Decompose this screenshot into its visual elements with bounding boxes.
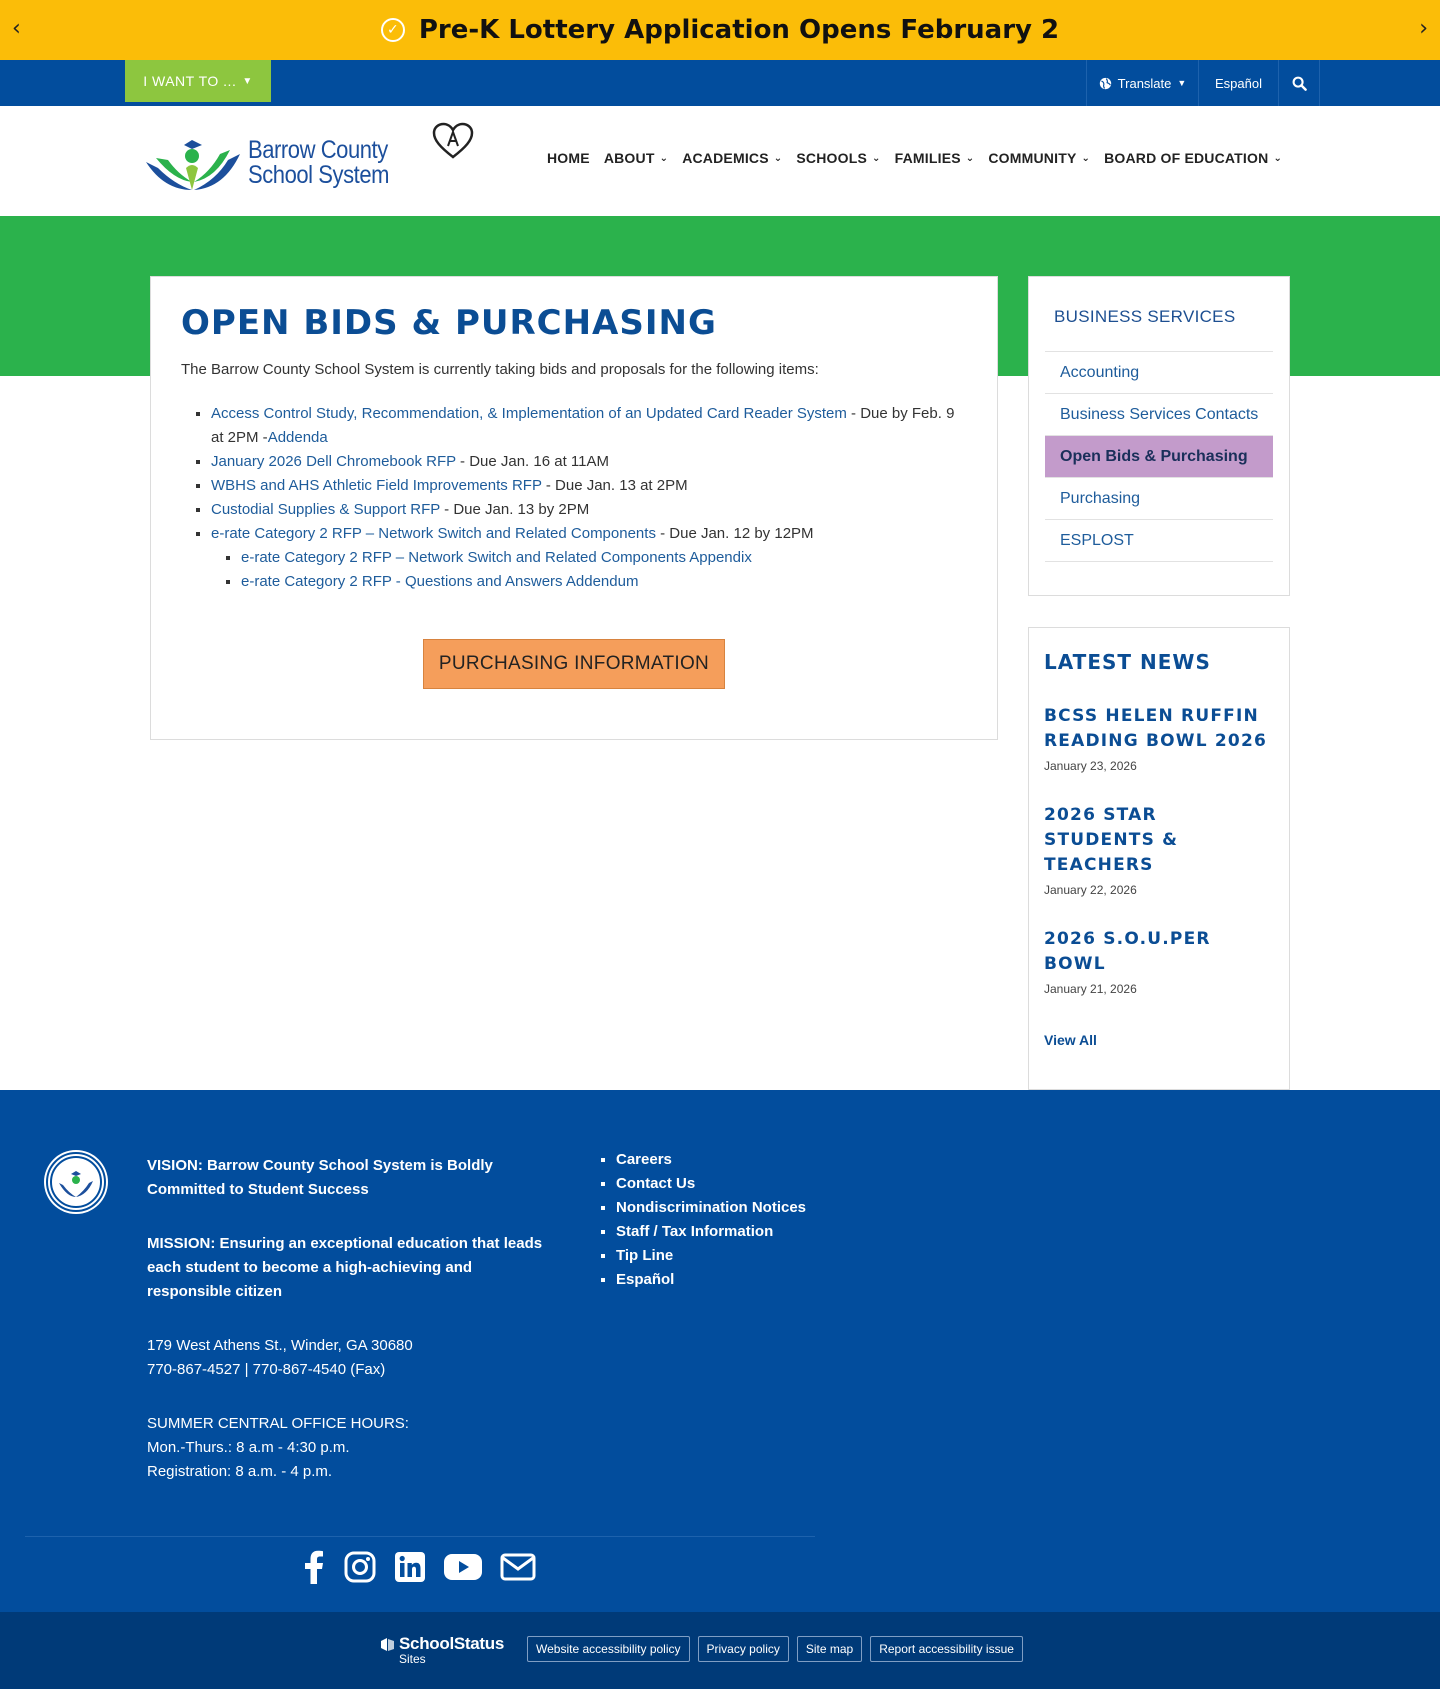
caret-down-icon: ▼: [1177, 78, 1187, 88]
list-item: [211, 474, 967, 498]
search-icon: [1292, 76, 1307, 91]
footer-link-staff-tax[interactable]: ▪ Staff / Tax Information: [616, 1220, 806, 1244]
bid-link[interactable]: Custodial Supplies & Support RFP: [211, 501, 441, 518]
social-links: [300, 1550, 536, 1584]
news-item: [1044, 803, 1274, 897]
footer-phone: 770-867-4527 | 770-867-4540 (Fax): [147, 1361, 386, 1378]
intro-text: The Barrow County School System is currently taking bids and proposals for the following items:: [181, 361, 819, 378]
footer-link-careers[interactable]: ▪ Careers: [616, 1148, 806, 1172]
news-item: [1044, 927, 1274, 996]
main-nav: [547, 150, 1296, 166]
alert-banner: [0, 0, 1440, 60]
logo-line-1: Barrow County: [248, 136, 388, 164]
purchasing-information-button[interactable]: PURCHASING INFORMATION: [423, 639, 725, 689]
logo-wordmark: [248, 138, 408, 188]
footer-hours-title: SUMMER CENTRAL OFFICE HOURS:: [147, 1415, 409, 1432]
bottom-links: [527, 1636, 1023, 1662]
heart-badge-icon[interactable]: [432, 122, 474, 165]
footer-link-nondiscrimination[interactable]: ▪ Nondiscrimination Notices: [616, 1196, 806, 1220]
bid-link[interactable]: e-rate Category 2 RFP – Network Switch and Related Components: [211, 525, 656, 542]
logo-emblem-icon: [144, 132, 242, 194]
bottom-bar: [0, 1612, 1440, 1689]
chevron-down-icon: ⌄: [1081, 152, 1091, 164]
news-date: January 22, 2026: [1044, 883, 1137, 897]
chevron-right-icon[interactable]: ›: [1419, 16, 1428, 41]
chevron-down-icon: ⌄: [872, 152, 881, 164]
sidebar-title[interactable]: BUSINESS SERVICES: [1054, 307, 1236, 326]
sidebar-item-accounting[interactable]: Accounting: [1045, 352, 1273, 394]
list-item: [211, 498, 967, 522]
sidebar-business-services: [1028, 276, 1290, 596]
bid-due: - Due Jan. 12 by 12PM: [655, 525, 814, 542]
nav-label: BOARD OF EDUCATION: [1104, 150, 1269, 166]
footer-link-tip-line[interactable]: ▪ Tip Line: [616, 1244, 806, 1268]
nav-home[interactable]: [547, 150, 590, 166]
nav-label: HOME: [547, 150, 590, 166]
bid-due: - Due Jan. 13 at 2PM: [541, 477, 688, 494]
footer-links: [600, 1148, 806, 1292]
list-item: [241, 546, 967, 570]
footer-link-espanol[interactable]: ▪ Español: [616, 1268, 806, 1292]
list-item: [211, 450, 967, 474]
instagram-icon[interactable]: [344, 1551, 376, 1583]
logo-line-2: School System: [248, 161, 390, 189]
nav-label: FAMILIES: [894, 150, 961, 166]
schoolstatus-logo[interactable]: [380, 1634, 504, 1666]
i-want-to-button[interactable]: [125, 60, 271, 102]
utility-bar: [0, 60, 1440, 106]
chevron-down-icon: ⌄: [773, 152, 783, 164]
schoolstatus-mark-icon: [380, 1637, 395, 1652]
i-want-to-label: I WANT TO ...: [143, 73, 237, 89]
page-title: OPEN BIDS & PURCHASING: [181, 303, 717, 343]
bid-link[interactable]: Access Control Study, Recommendation, & Implementation of an Updated Card Reader System: [211, 405, 847, 422]
nav-academics[interactable]: [682, 150, 782, 166]
footer-link-contact-us[interactable]: ▪ Contact Us: [616, 1172, 806, 1196]
footer-logo: [46, 1152, 106, 1212]
translate-button[interactable]: [1086, 60, 1198, 106]
schoolstatus-sub: Sites: [399, 1652, 426, 1666]
espanol-link[interactable]: [1198, 60, 1278, 106]
youtube-icon[interactable]: [444, 1553, 482, 1581]
news-date: January 23, 2026: [1044, 759, 1137, 773]
news-title[interactable]: BCSS HELEN RUFFIN READING BOWL 2026: [1044, 706, 1268, 751]
footer-hours-2: Registration: 8 a.m. - 4 p.m.: [147, 1463, 333, 1480]
globe-icon: [1099, 77, 1112, 90]
nav-label: ABOUT: [603, 150, 655, 166]
utility-right: [1086, 60, 1320, 106]
sidebar-item-esplost[interactable]: ESPLOST: [1045, 520, 1273, 562]
chevron-down-icon: ⌄: [659, 152, 669, 164]
nav-label: COMMUNITY: [988, 150, 1077, 166]
list-item: [211, 522, 967, 594]
report-accessibility-link[interactable]: Report accessibility issue: [870, 1636, 1023, 1662]
sub-bids-list: [241, 546, 967, 594]
footer-divider: [25, 1536, 815, 1537]
site-header: [0, 106, 1440, 216]
site-footer: [0, 1090, 1440, 1612]
schoolstatus-name: [380, 1634, 504, 1654]
bid-link[interactable]: January 2026 Dell Chromebook RFP: [211, 453, 456, 470]
list-item: [211, 402, 967, 450]
nav-community[interactable]: [988, 150, 1090, 166]
bids-list: [211, 402, 967, 594]
latest-news: [1028, 627, 1290, 1090]
footer-hours-1: Mon.-Thurs.: 8 a.m - 4:30 p.m.: [147, 1439, 350, 1456]
email-icon[interactable]: [500, 1553, 536, 1581]
sub-bid-link[interactable]: e-rate Category 2 RFP - Questions and Answers Addendum: [241, 573, 639, 590]
alert-message[interactable]: [381, 15, 1059, 45]
nav-families[interactable]: [895, 150, 975, 166]
news-item: [1044, 704, 1274, 773]
translate-label: Translate: [1117, 75, 1172, 91]
chevron-down-icon: ⌄: [1273, 152, 1283, 164]
bid-due: - Due by Feb. 9 at 2PM -: [211, 405, 955, 446]
news-heading: LATEST NEWS: [1044, 650, 1211, 674]
bid-due: - Due Jan. 13 by 2PM: [440, 501, 590, 518]
nav-label: SCHOOLS: [796, 150, 868, 166]
news-date: January 21, 2026: [1044, 982, 1137, 996]
main-content-card: [150, 276, 998, 740]
alert-text[interactable]: Pre-K Lottery Application Opens February 2: [418, 15, 1060, 45]
facebook-icon[interactable]: [300, 1550, 326, 1584]
nav-board-of-education[interactable]: [1104, 150, 1282, 166]
chevron-down-icon: ⌄: [965, 152, 975, 164]
sub-bid-link[interactable]: e-rate Category 2 RFP – Network Switch and Related Components Appendix: [241, 549, 752, 566]
district-logo[interactable]: [144, 132, 408, 194]
caret-down-icon: ▼: [242, 75, 253, 87]
addenda-link[interactable]: Addenda: [267, 429, 328, 446]
footer-vision: VISION: Barrow County School System is Boldly Committed to Student Success: [147, 1157, 493, 1198]
accessibility-policy-link[interactable]: Website accessibility policy: [527, 1636, 690, 1662]
linkedin-icon[interactable]: [394, 1551, 426, 1583]
list-item: [241, 570, 967, 594]
nav-label: ACADEMICS: [682, 150, 769, 166]
search-button[interactable]: [1278, 60, 1320, 106]
espanol-label: Español: [1215, 75, 1262, 91]
news-title[interactable]: 2026 STAR STUDENTS & TEACHERS: [1044, 805, 1179, 875]
footer-info: [147, 1154, 547, 1484]
view-all-link[interactable]: View All: [1044, 1032, 1097, 1048]
nav-schools[interactable]: [796, 150, 880, 166]
sidebar-list: [1045, 351, 1273, 562]
chevron-left-icon[interactable]: ‹: [12, 16, 21, 41]
check-circle-icon: ✓: [381, 18, 405, 42]
nav-about[interactable]: [604, 150, 668, 166]
news-title[interactable]: 2026 S.O.U.PER BOWL: [1044, 929, 1211, 974]
sidebar-item-open-bids[interactable]: Open Bids & Purchasing: [1045, 436, 1273, 478]
schoolstatus-brand: SchoolStatus: [399, 1634, 505, 1653]
privacy-policy-link[interactable]: Privacy policy: [698, 1636, 789, 1662]
seal-icon: [49, 1155, 103, 1209]
sidebar-item-purchasing[interactable]: Purchasing: [1045, 478, 1273, 520]
site-map-link[interactable]: Site map: [797, 1636, 862, 1662]
bid-due: - Due Jan. 16 at 11AM: [455, 453, 609, 470]
bid-link[interactable]: WBHS and AHS Athletic Field Improvements RFP: [211, 477, 542, 494]
footer-mission: MISSION: Ensuring an exceptional education that leads each student to become a high-achieving and responsible citizen: [147, 1235, 543, 1300]
sidebar-item-business-services-contacts[interactable]: Business Services Contacts: [1045, 394, 1273, 436]
footer-address: 179 West Athens St., Winder, GA 30680: [147, 1337, 413, 1354]
